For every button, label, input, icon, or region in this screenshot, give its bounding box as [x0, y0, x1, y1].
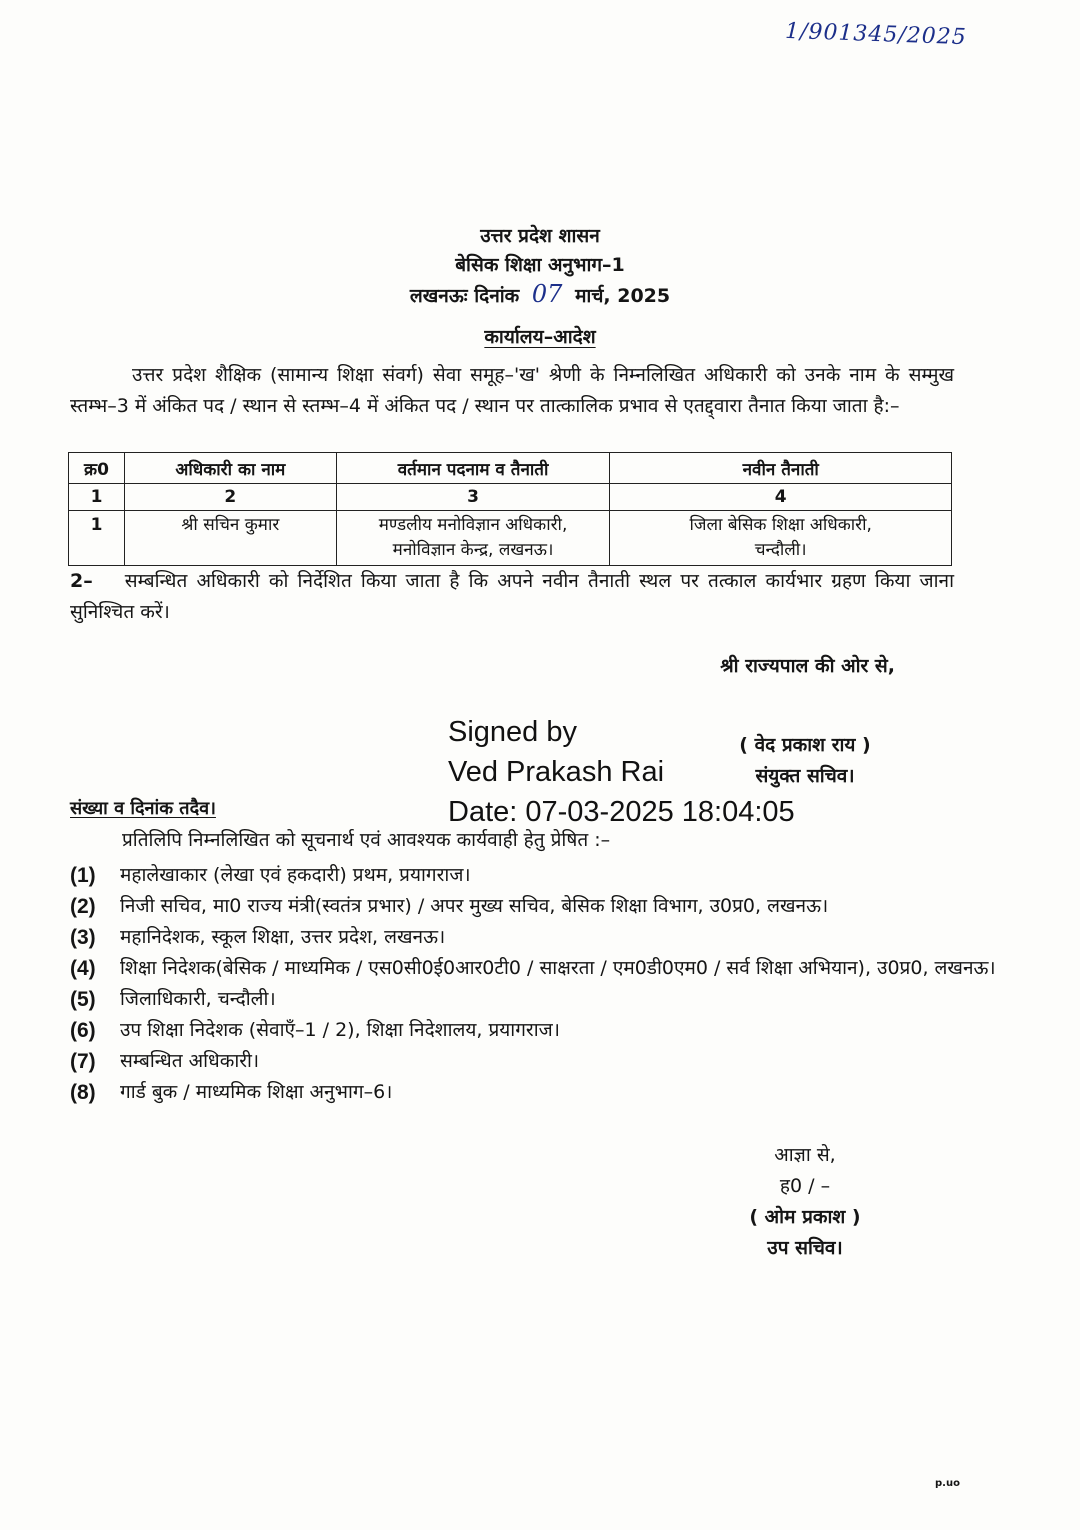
column-number-row	[69, 484, 952, 511]
order-signature-designation: उप सचिव।	[767, 1237, 843, 1259]
paragraph-2-label: 2–	[70, 570, 93, 592]
column-number: 4	[610, 484, 952, 511]
list-item	[70, 922, 1000, 953]
list-item-text: शिक्षा निदेशक(बेसिक / माध्यमिक / एस0सी0ई0आर0टी0 / साक्षरता / एम0डी0एम0 / सर्व शिक्षा अभियान), उ0प्र0, लखनऊ।	[120, 957, 996, 979]
header-cell-current-posting: वर्तमान पदनाम व तैनाती	[336, 453, 610, 484]
order-title	[0, 323, 1080, 349]
current-posting-line2: मनोविज्ञान केन्द्र, लखनऊ।	[392, 540, 554, 560]
paragraph-2-text: सम्बन्धित अधिकारी को निर्देशित किया जाता है कि अपने नवीन तैनाती स्थल पर तत्काल कार्यभार ग्रहण किया जाना सुनिश्चित करें।	[70, 570, 954, 623]
list-item-number: (2)	[70, 895, 96, 918]
signatory-designation: संयुक्त सचिव।	[755, 765, 855, 787]
order-signature-block	[730, 1140, 880, 1264]
list-item-number: (8)	[70, 1081, 96, 1104]
table-header-row	[69, 453, 952, 484]
new-posting-line2: चन्दौली।	[754, 540, 807, 560]
list-item-number: (1)	[70, 864, 96, 887]
posting-table	[68, 452, 952, 566]
list-item-number: (5)	[70, 988, 96, 1011]
paragraph-1: उत्तर प्रदेश शैक्षिक (सामान्य शिक्षा संवर्ग) सेवा समूह–'ख' श्रेणी के निम्नलिखित अधिकारी को उनके नाम के सम्मुख स्तम्भ–3 में अंकित पद / स्थान से स्तम्भ–4 में अंकित पद / स्थान पर तात्कालिक प्रभाव से एतद्द्वारा तैनात किया जाता है:–	[70, 364, 954, 417]
current-posting-line1: मण्डलीय मनोविज्ञान अधिकारी,	[378, 515, 568, 535]
list-item-number: (7)	[70, 1050, 96, 1073]
row-new-posting	[610, 511, 952, 566]
order-title-text: कार्यालय–आदेश	[484, 326, 596, 348]
list-item	[70, 984, 1000, 1015]
page-footer-mark: p.uo	[935, 1478, 960, 1489]
new-posting-line1: जिला बेसिक शिक्षा अधिकारी,	[689, 515, 872, 535]
document-header	[0, 222, 1080, 311]
header-cell-name: अधिकारी का नाम	[124, 453, 336, 484]
signatory-block	[715, 730, 895, 792]
signed-by-line: Signed by	[448, 716, 577, 748]
handwritten-reference-number: 1/901345/2025	[784, 18, 968, 51]
on-behalf-of-governor: श्री राज्यपाल की ओर से,	[720, 655, 895, 677]
list-item-number: (4)	[70, 957, 96, 980]
list-item-text: महालेखाकार (लेखा एवं हकदारी) प्रथम, प्रयागराज।	[120, 864, 471, 886]
row-current-posting	[336, 511, 610, 566]
government-name: उत्तर प्रदेश शासन	[480, 225, 600, 247]
list-item	[70, 860, 1000, 891]
signatory-name: ( वेद प्रकाश राय )	[739, 734, 871, 756]
header-cell-sno: क्र0	[69, 453, 125, 484]
signer-name-line: Ved Prakash Rai	[448, 756, 665, 788]
order-signature-line2: ह0 / –	[779, 1175, 831, 1197]
section-name: बेसिक शिक्षा अनुभाग–1	[455, 254, 625, 276]
copy-intro: प्रतिलिपि निम्नलिखित को सूचनार्थ एवं आवश्यक कार्यवाही हेतु प्रेषित :–	[122, 829, 611, 851]
table-row	[69, 511, 952, 566]
signature-date-line: Date: 07-03-2025 18:04:05	[448, 796, 795, 828]
place-date-prefix: लखनऊः दिनांक	[409, 285, 520, 307]
order-signature-name: ( ओम प्रकाश )	[749, 1206, 861, 1228]
list-item-text: गार्ड बुक / माध्यमिक शिक्षा अनुभाग–6।	[120, 1081, 393, 1103]
list-item	[70, 1077, 1000, 1108]
list-item	[70, 1015, 1000, 1046]
order-signature-line1: आज्ञा से,	[774, 1144, 836, 1166]
list-item	[70, 953, 1000, 984]
row-officer-name: श्री सचिन कुमार	[124, 511, 336, 566]
list-item-text: उप शिक्षा निदेशक (सेवाएँ–1 / 2), शिक्षा निदेशालय, प्रयागराज।	[120, 1019, 560, 1041]
number-and-date: संख्या व दिनांक तदैव।	[70, 798, 216, 819]
list-item-text: महानिदेशक, स्कूल शिक्षा, उत्तर प्रदेश, लखनऊ।	[120, 926, 446, 948]
date-suffix: मार्च, 2025	[575, 285, 671, 307]
paragraph-2	[70, 566, 954, 628]
copy-list	[70, 860, 1000, 1108]
handwritten-date-day: 07	[531, 280, 563, 308]
row-sno: 1	[69, 511, 125, 566]
list-item	[70, 891, 1000, 922]
list-item-number: (3)	[70, 926, 96, 949]
header-cell-new-posting: नवीन तैनाती	[610, 453, 952, 484]
column-number: 3	[336, 484, 610, 511]
list-item-text: निजी सचिव, मा0 राज्य मंत्री(स्वतंत्र प्रभार) / अपर मुख्य सचिव, बेसिक शिक्षा विभाग, उ0प्र0, लखनऊ।	[120, 895, 829, 917]
list-item-number: (6)	[70, 1019, 96, 1042]
list-item-text: जिलाधिकारी, चन्दौली।	[120, 988, 276, 1010]
column-number: 2	[124, 484, 336, 511]
column-number: 1	[69, 484, 125, 511]
place-date	[0, 280, 1080, 311]
list-item-text: सम्बन्धित अधिकारी।	[120, 1050, 260, 1072]
list-item	[70, 1046, 1000, 1077]
